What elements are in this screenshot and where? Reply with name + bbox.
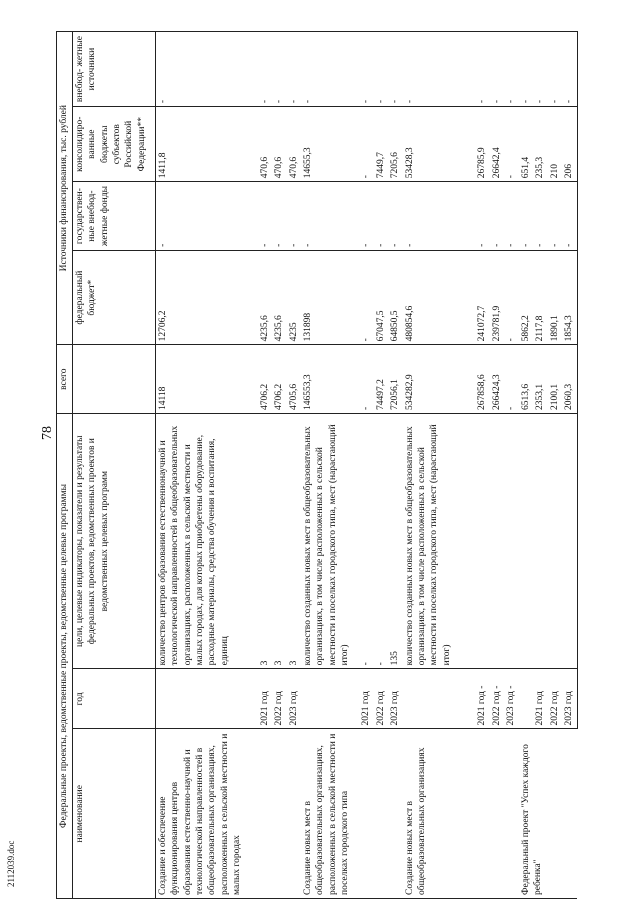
offbudget-cell: - bbox=[533, 32, 548, 107]
offbudget-cell bbox=[446, 32, 461, 107]
offbudget-cell: - bbox=[156, 32, 171, 107]
offbudget-cell: - bbox=[519, 32, 534, 107]
offbudget-cell: - bbox=[548, 32, 563, 107]
federal-cell: 131898 bbox=[301, 250, 316, 344]
project-name: Создание новых мест в общеобразовательных организациях, расположенных в сельской местности и поселках городского типа bbox=[301, 729, 403, 899]
federal-cell: 1890,1 bbox=[548, 250, 563, 344]
regional-cell bbox=[432, 107, 447, 182]
state-funds-cell bbox=[432, 182, 447, 251]
offbudget-cell: - bbox=[272, 32, 287, 107]
state-funds-cell bbox=[243, 182, 258, 251]
indicator-cell bbox=[533, 414, 548, 669]
total-cell: - bbox=[504, 345, 519, 414]
regional-cell: 1411,8 bbox=[156, 107, 171, 182]
state-funds-cell bbox=[185, 182, 200, 251]
federal-cell: 2117,8 bbox=[533, 250, 548, 344]
total-cell: 2060,3 bbox=[562, 345, 577, 414]
offbudget-cell: - bbox=[374, 32, 389, 107]
offbudget-cell: - bbox=[562, 32, 577, 107]
offbudget-cell: - bbox=[287, 32, 302, 107]
offbudget-cell bbox=[200, 32, 215, 107]
federal-cell: 4235,6 bbox=[258, 250, 273, 344]
total-cell: 72056,1 bbox=[388, 345, 403, 414]
federal-cell: 480854,6 bbox=[403, 250, 418, 344]
federal-cell bbox=[345, 250, 360, 344]
state-funds-cell: - bbox=[374, 182, 389, 251]
state-funds-cell: - bbox=[548, 182, 563, 251]
indicator-cell: - bbox=[359, 414, 374, 669]
header-total: всего bbox=[57, 345, 73, 414]
total-cell bbox=[171, 345, 186, 414]
federal-cell: 4235,6 bbox=[272, 250, 287, 344]
year-cell bbox=[243, 669, 258, 729]
regional-cell bbox=[200, 107, 215, 182]
federal-cell: 1854,3 bbox=[562, 250, 577, 344]
state-funds-cell bbox=[200, 182, 215, 251]
regional-cell: 235,3 bbox=[533, 107, 548, 182]
state-funds-cell: - bbox=[475, 182, 490, 251]
regional-cell: 53428,3 bbox=[403, 107, 418, 182]
regional-cell bbox=[461, 107, 476, 182]
year-cell: 2023 год - bbox=[504, 669, 519, 729]
state-funds-cell: - bbox=[562, 182, 577, 251]
offbudget-cell bbox=[185, 32, 200, 107]
state-funds-cell: - bbox=[301, 182, 316, 251]
offbudget-cell bbox=[461, 32, 476, 107]
year-cell bbox=[417, 669, 432, 729]
indicator-cell bbox=[475, 414, 490, 669]
header-year: год bbox=[73, 669, 156, 729]
regional-cell bbox=[214, 107, 229, 182]
total-cell bbox=[330, 345, 345, 414]
year-cell bbox=[446, 669, 461, 729]
state-funds-cell: - bbox=[287, 182, 302, 251]
year-cell: 2022 год bbox=[374, 669, 389, 729]
year-cell: 2023 год bbox=[287, 669, 302, 729]
header-offbudget: внебюд- жетные источники bbox=[73, 32, 156, 107]
indicator-cell: 3 bbox=[272, 414, 287, 669]
year-cell: 2022 год bbox=[548, 669, 563, 729]
financing-table bbox=[56, 31, 578, 899]
state-funds-cell bbox=[171, 182, 186, 251]
offbudget-cell bbox=[345, 32, 360, 107]
regional-cell: 206 bbox=[562, 107, 577, 182]
year-cell bbox=[301, 669, 316, 729]
offbudget-cell: - bbox=[258, 32, 273, 107]
year-cell: 2021 год - bbox=[475, 669, 490, 729]
regional-cell: 7205,6 bbox=[388, 107, 403, 182]
total-cell bbox=[185, 345, 200, 414]
federal-cell: 5862,2 bbox=[519, 250, 534, 344]
total-cell bbox=[243, 345, 258, 414]
regional-cell: 7449,7 bbox=[374, 107, 389, 182]
year-cell bbox=[185, 669, 200, 729]
regional-cell bbox=[417, 107, 432, 182]
federal-cell bbox=[417, 250, 432, 344]
year-cell bbox=[345, 669, 360, 729]
total-cell: - bbox=[359, 345, 374, 414]
total-cell bbox=[446, 345, 461, 414]
indicator-cell: 135 bbox=[388, 414, 403, 669]
header-total-spacer bbox=[73, 345, 156, 414]
indicator-cell: 3 bbox=[287, 414, 302, 669]
regional-cell: - bbox=[504, 107, 519, 182]
offbudget-cell: - bbox=[475, 32, 490, 107]
state-funds-cell bbox=[316, 182, 331, 251]
state-funds-cell bbox=[345, 182, 360, 251]
total-cell bbox=[461, 345, 476, 414]
header-financing: Источники финансирования, тыс. рублей bbox=[57, 32, 73, 345]
offbudget-cell bbox=[171, 32, 186, 107]
project-name: Федеральный проект "Успех каждого ребенка" bbox=[519, 729, 578, 899]
offbudget-cell: - bbox=[504, 32, 519, 107]
federal-cell bbox=[461, 250, 476, 344]
regional-cell: 651,4 bbox=[519, 107, 534, 182]
total-cell bbox=[229, 345, 244, 414]
federal-cell bbox=[200, 250, 215, 344]
state-funds-cell: - bbox=[359, 182, 374, 251]
federal-cell bbox=[171, 250, 186, 344]
federal-cell: - bbox=[359, 250, 374, 344]
goal-text: количество созданных новых мест в общеобразовательных организациях, в том числе расположенных в сельской местности и поселках городского типа, мест (нарастающий итог) bbox=[301, 414, 359, 669]
offbudget-cell: - bbox=[490, 32, 505, 107]
year-cell bbox=[200, 669, 215, 729]
total-cell: 267858,6 bbox=[475, 345, 490, 414]
offbudget-cell: - bbox=[301, 32, 316, 107]
state-funds-cell: - bbox=[258, 182, 273, 251]
offbudget-cell bbox=[214, 32, 229, 107]
regional-cell bbox=[345, 107, 360, 182]
regional-cell: 14655,3 bbox=[301, 107, 316, 182]
regional-cell bbox=[446, 107, 461, 182]
regional-cell bbox=[243, 107, 258, 182]
header-goals: цели, целевые индикаторы, показатели и результаты федеральных проектов, ведомственных проектов и ведомственных целевых программ bbox=[73, 414, 156, 669]
indicator-cell: - bbox=[374, 414, 389, 669]
federal-cell bbox=[316, 250, 331, 344]
regional-cell: 210 bbox=[548, 107, 563, 182]
state-funds-cell: - bbox=[533, 182, 548, 251]
year-cell bbox=[461, 669, 476, 729]
state-funds-cell bbox=[461, 182, 476, 251]
page-number: 78 bbox=[40, 426, 55, 440]
year-cell bbox=[214, 669, 229, 729]
federal-cell bbox=[185, 250, 200, 344]
year-cell: 2021 год bbox=[359, 669, 374, 729]
total-cell: 266424,3 bbox=[490, 345, 505, 414]
year-cell bbox=[316, 669, 331, 729]
offbudget-cell bbox=[243, 32, 258, 107]
total-cell: 146553,3 bbox=[301, 345, 316, 414]
total-cell: 4705,6 bbox=[287, 345, 302, 414]
year-cell bbox=[156, 669, 171, 729]
state-funds-cell: - bbox=[156, 182, 171, 251]
project-name: Создание и обеспечение функционирования центров образования естественно-научной и технологической направленностей в общеобразовательных организациях, расположенных в сельской местности и малых городах bbox=[156, 729, 302, 899]
offbudget-cell bbox=[432, 32, 447, 107]
year-cell bbox=[403, 669, 418, 729]
state-funds-cell bbox=[330, 182, 345, 251]
year-cell: 2023 год bbox=[388, 669, 403, 729]
federal-cell bbox=[432, 250, 447, 344]
total-cell: 6513,6 bbox=[519, 345, 534, 414]
federal-cell: 64850,5 bbox=[388, 250, 403, 344]
year-cell bbox=[330, 669, 345, 729]
year-cell: 2022 год bbox=[272, 669, 287, 729]
regional-cell: - bbox=[359, 107, 374, 182]
header-state-funds: государствен- ные внебюд- жетные фонды bbox=[73, 182, 156, 251]
regional-cell: 470,6 bbox=[287, 107, 302, 182]
indicator-cell bbox=[562, 414, 577, 669]
federal-cell bbox=[229, 250, 244, 344]
total-cell bbox=[432, 345, 447, 414]
year-cell bbox=[519, 669, 534, 729]
state-funds-cell bbox=[229, 182, 244, 251]
offbudget-cell: - bbox=[403, 32, 418, 107]
federal-cell: 239781,9 bbox=[490, 250, 505, 344]
regional-cell bbox=[171, 107, 186, 182]
total-cell bbox=[214, 345, 229, 414]
total-cell bbox=[200, 345, 215, 414]
year-cell: 2023 год bbox=[562, 669, 577, 729]
federal-cell: 67047,5 bbox=[374, 250, 389, 344]
total-cell bbox=[417, 345, 432, 414]
project-name: Создание новых мест в общеобразовательных организациях bbox=[403, 729, 519, 899]
federal-cell bbox=[330, 250, 345, 344]
total-cell: 4706,2 bbox=[258, 345, 273, 414]
federal-cell: 4235 bbox=[287, 250, 302, 344]
regional-cell: 26642,4 bbox=[490, 107, 505, 182]
header-name: наименование bbox=[73, 729, 156, 899]
header-federal: федеральный бюджет* bbox=[73, 250, 156, 344]
year-cell: 2021 год bbox=[258, 669, 273, 729]
offbudget-cell: - bbox=[388, 32, 403, 107]
state-funds-cell: - bbox=[388, 182, 403, 251]
indicator-cell bbox=[490, 414, 505, 669]
federal-cell bbox=[243, 250, 258, 344]
indicator-cell: 3 bbox=[258, 414, 273, 669]
year-cell bbox=[432, 669, 447, 729]
total-cell: 2100,1 bbox=[548, 345, 563, 414]
total-cell: 2353,1 bbox=[533, 345, 548, 414]
regional-cell bbox=[330, 107, 345, 182]
federal-cell: 12706,2 bbox=[156, 250, 171, 344]
table-row bbox=[403, 32, 418, 899]
total-cell: 534282,9 bbox=[403, 345, 418, 414]
goal-text: количество центров образования естественнонаучной и технологической направленностей в общеобразовательных организациях, расположенных в сельской местности и малых городах, для которых приобретены оборудование, расходные материалы, средства обучения и воспитания, единиц bbox=[156, 414, 258, 669]
table-row bbox=[519, 32, 534, 899]
goal-text: количество созданных новых мест в общеобразовательных организациях, в том числе расположенных в сельской местности и поселках городского типа, мест (нарастающий итог) bbox=[403, 414, 476, 669]
regional-cell: 26785,9 bbox=[475, 107, 490, 182]
state-funds-cell: - bbox=[272, 182, 287, 251]
offbudget-cell bbox=[229, 32, 244, 107]
year-cell bbox=[229, 669, 244, 729]
offbudget-cell: - bbox=[359, 32, 374, 107]
goal-text bbox=[519, 414, 534, 669]
offbudget-cell bbox=[316, 32, 331, 107]
offbudget-cell bbox=[330, 32, 345, 107]
year-cell: 2022 год - bbox=[490, 669, 505, 729]
regional-cell bbox=[229, 107, 244, 182]
year-cell bbox=[171, 669, 186, 729]
total-cell: 4706,2 bbox=[272, 345, 287, 414]
federal-cell bbox=[214, 250, 229, 344]
total-cell: 74497,2 bbox=[374, 345, 389, 414]
year-cell: 2021 год bbox=[533, 669, 548, 729]
offbudget-cell bbox=[417, 32, 432, 107]
total-cell bbox=[316, 345, 331, 414]
indicator-cell bbox=[504, 414, 519, 669]
regional-cell: 470,6 bbox=[272, 107, 287, 182]
state-funds-cell bbox=[214, 182, 229, 251]
header-regional: консолидиро- ванные бюджеты субъектов Российской Федерации** bbox=[73, 107, 156, 182]
total-cell bbox=[345, 345, 360, 414]
regional-cell bbox=[185, 107, 200, 182]
federal-cell: - bbox=[504, 250, 519, 344]
table-row bbox=[156, 32, 171, 899]
regional-cell: 470,6 bbox=[258, 107, 273, 182]
document-id: 2112039.doc bbox=[6, 840, 16, 887]
table-row bbox=[301, 32, 316, 899]
state-funds-cell: - bbox=[490, 182, 505, 251]
state-funds-cell: - bbox=[403, 182, 418, 251]
state-funds-cell: - bbox=[504, 182, 519, 251]
total-cell: 14118 bbox=[156, 345, 171, 414]
state-funds-cell bbox=[446, 182, 461, 251]
table-body bbox=[156, 32, 578, 899]
indicator-cell bbox=[548, 414, 563, 669]
federal-cell: 241072,7 bbox=[475, 250, 490, 344]
federal-cell bbox=[446, 250, 461, 344]
state-funds-cell bbox=[417, 182, 432, 251]
rotated-page bbox=[56, 31, 639, 899]
header-projects-group: Федеральные проекты, ведомственные проекты, ведомственные целевые программы bbox=[57, 414, 73, 899]
state-funds-cell: - bbox=[519, 182, 534, 251]
regional-cell bbox=[316, 107, 331, 182]
